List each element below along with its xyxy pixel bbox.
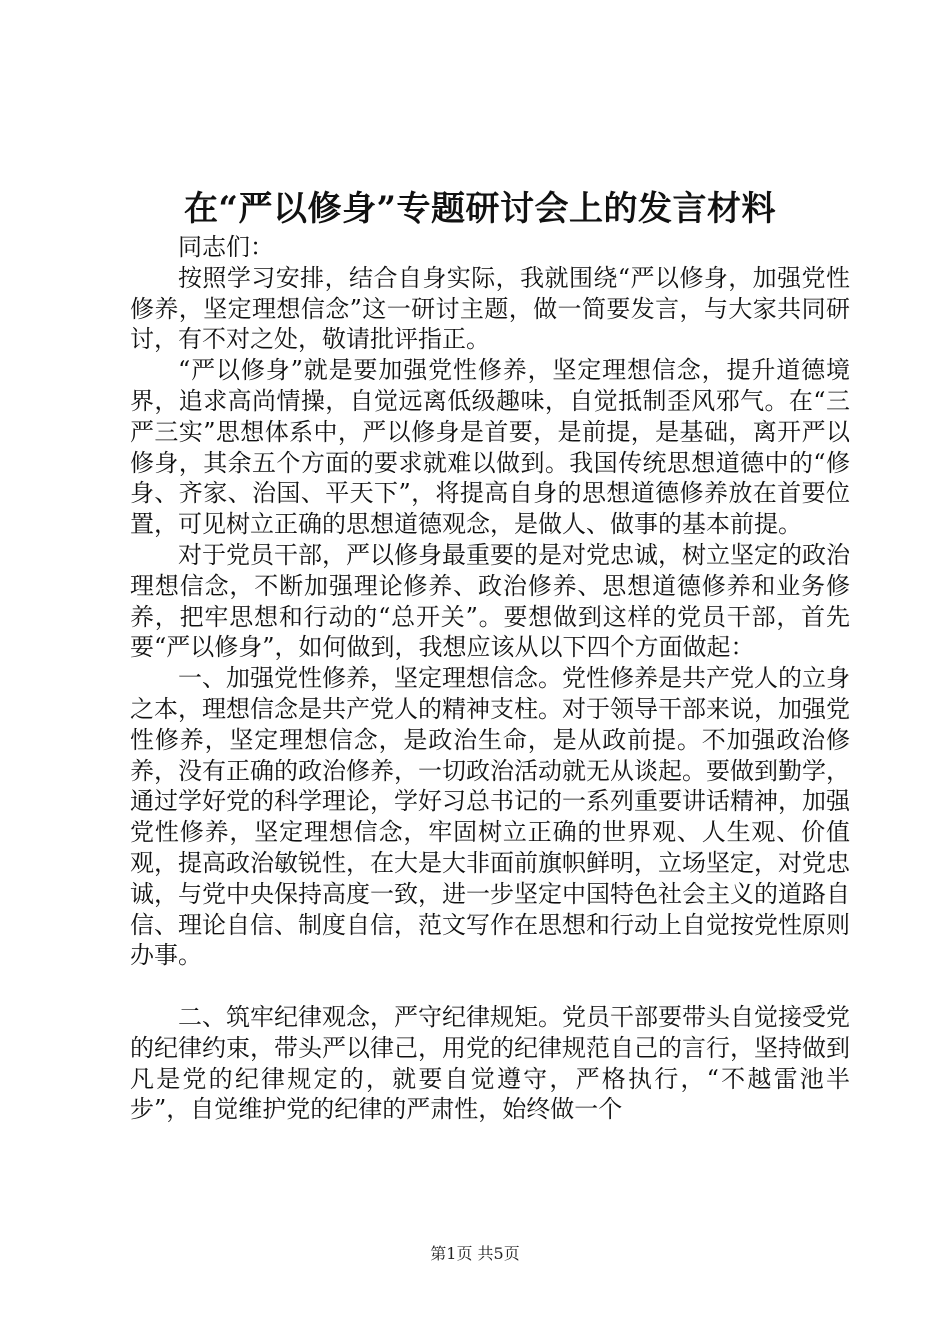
document-title: 在“严以修身”专题研讨会上的发言材料 bbox=[183, 189, 777, 229]
paragraph-meaning: “严以修身”就是要加强党性修养，坚定理想信念，提升道德境界，追求高尚情操，自觉远离低级趣味，自觉抵制歪风邪气。在“三严三实”思想体系中，严以修身是首要，是前提，是基础，离开严以修身，其余五个方面的要求就难以做到。我国传统思想道德中的“修身、齐家、治国、平天下”，将提高自身的思想道德修养放在首要位置，可见树立正确的思想道德观念，是做人、做事的基本前提。 bbox=[130, 356, 850, 539]
paragraph-cadres: 对于党员干部，严以修身最重要的是对党忠诚，树立坚定的政治理想信念，不断加强理论修养、政治修养、思想道德修养和业务修养，把牢思想和行动的“总开关”。要想做到这样的党员干部，首先要“严以修身”，如何做到，我想应该从以下四个方面做起： bbox=[130, 540, 850, 662]
salutation: 同志们： bbox=[178, 233, 274, 261]
paragraph-point-two: 二、筑牢纪律观念，严守纪律规矩。党员干部要带头自觉接受党的纪律约束，带头严以律己，用党的纪律规范自己的言行，坚持做到凡是党的纪律规定的，就要自觉遵守，严格执行，“不越雷池半步”，自觉维护党的纪律的严肃性，始终做一个 bbox=[130, 1002, 850, 1124]
paragraph-intro: 按照学习安排，结合自身实际，我就围绕“严以修身，加强党性修养，坚定理想信念”这一研讨主题，做一简要发言，与大家共同研讨，有不对之处，敬请批评指正。 bbox=[130, 263, 850, 354]
paragraph-gap bbox=[130, 971, 850, 1002]
document-body bbox=[130, 232, 850, 1125]
page-number: 第1页 共5页 bbox=[430, 1244, 520, 1263]
paragraph-point-one: 一、加强党性修养，坚定理想信念。党性修养是共产党人的立身之本，理想信念是共产党人的精神支柱。对于领导干部来说，加强党性修养，坚定理想信念，是政治生命，是从政前提。不加强政治修养，没有正确的政治修养，一切政治活动就无从谈起。要做到勤学，通过学好党的科学理论，学好习总书记的一系列重要讲话精神，加强党性修养，坚定理想信念，牢固树立正确的世界观、人生观、价值观，提高政治敏锐性，在大是大非面前旗帜鲜明，立场坚定，对党忠诚，与党中央保持高度一致，进一步坚定中国特色社会主义的道路自信、理论自信、制度自信，范文写作在思想和行动上自觉按党性原则办事。 bbox=[130, 664, 850, 970]
